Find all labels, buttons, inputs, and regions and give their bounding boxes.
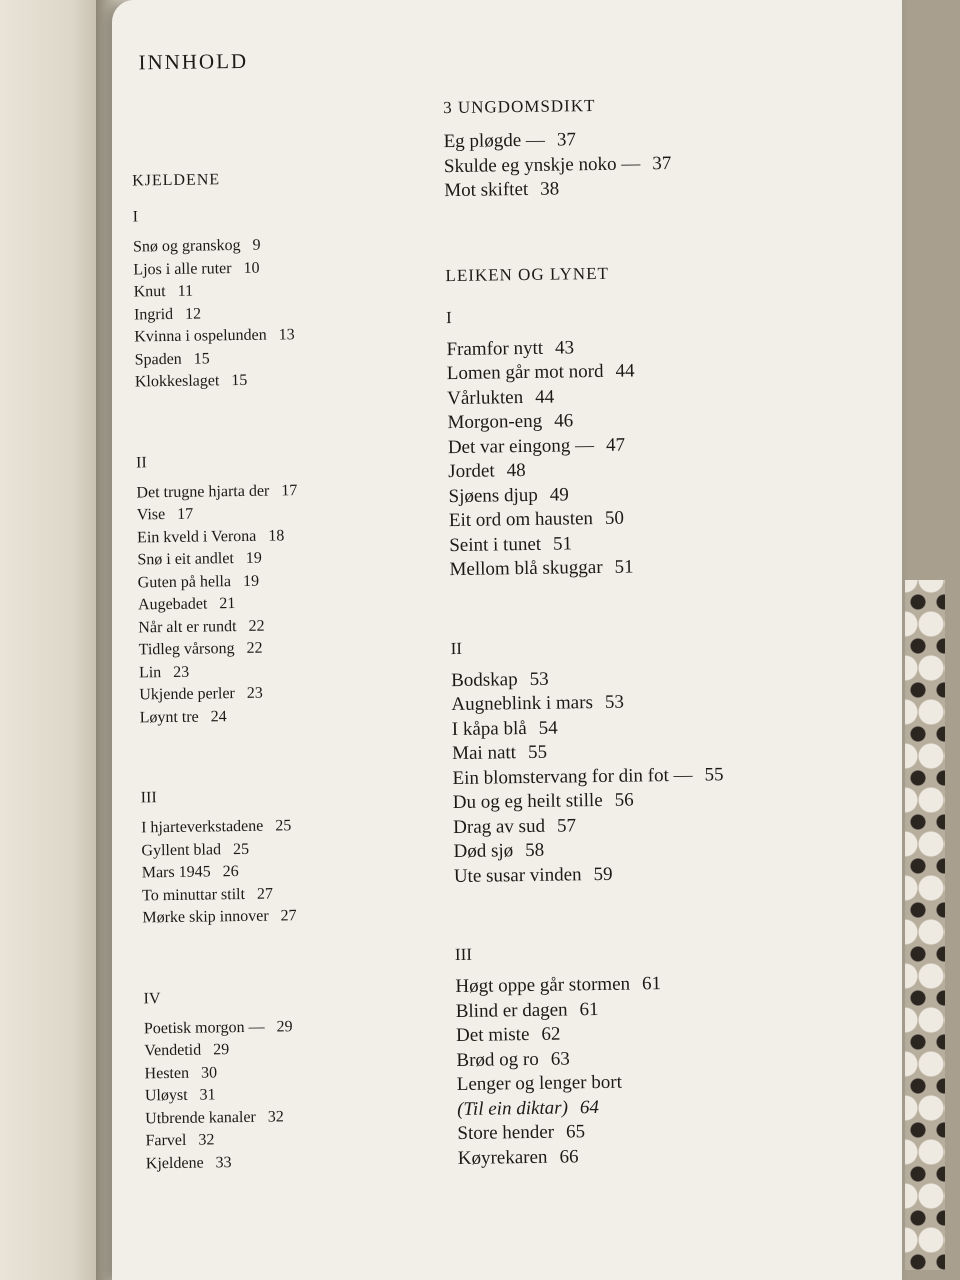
entry-page-number: 26 <box>222 863 239 881</box>
entry-page-number: 51 <box>614 556 634 578</box>
entry-title: Augebadet <box>137 595 208 614</box>
entry-title: (Til ein diktar) <box>456 1096 569 1120</box>
entry-title: I kåpa blå <box>451 717 527 740</box>
entry-page-number: 57 <box>556 814 577 837</box>
entry-title: Løynt tre <box>139 708 199 726</box>
entry-title: Eg pløgde — <box>443 129 546 153</box>
entry-title: Utbrende kanaler <box>145 1108 256 1127</box>
entry-title: Køyrekaren <box>457 1146 548 1169</box>
entry-page-number: 38 <box>540 178 560 200</box>
entry-page-number: 53 <box>604 691 625 713</box>
entry-page-number: 15 <box>231 371 248 390</box>
entry-page-number: 65 <box>565 1121 586 1143</box>
entry-title: Mai natt <box>452 742 517 765</box>
entry-page-number: 12 <box>184 305 202 323</box>
entry-page-number: 27 <box>256 885 274 903</box>
entry-title: Høgt oppe går stormen <box>455 973 631 998</box>
entry-page-number: 66 <box>559 1145 579 1168</box>
entry-title: Kvinna i ospelunden <box>134 326 267 346</box>
group-numeral: II <box>450 638 463 658</box>
entry-page-number: 22 <box>248 617 265 635</box>
entry-page-number: 32 <box>267 1107 284 1126</box>
entry-title: Brød og ro <box>456 1048 539 1071</box>
contents-page <box>112 0 902 1280</box>
entry-page-number: 22 <box>246 639 263 657</box>
entry-title: Det trugne hjarta der <box>136 482 270 501</box>
entry-page-number: 17 <box>281 481 298 499</box>
entry-page-number: 51 <box>552 532 573 555</box>
entry-page-number: 17 <box>177 505 194 523</box>
entry-title: Du og eg heilt stille <box>452 789 603 814</box>
entry-title: Når alt er rundt <box>138 617 237 636</box>
entry-page-number: 33 <box>215 1153 232 1171</box>
entry-page-number: 32 <box>198 1131 215 1149</box>
entry-title: Augneblink i mars <box>451 692 594 716</box>
entry-page-number: 19 <box>245 549 262 567</box>
entry-title: Ljos i alle ruter <box>133 259 232 278</box>
entry-title: Kjeldene <box>145 1154 204 1172</box>
entry-page-number: 23 <box>246 684 263 702</box>
entry-page-number: 55 <box>527 741 548 763</box>
entry-page-number: 9 <box>252 236 261 254</box>
entry-page-number: 54 <box>538 717 558 739</box>
entry-title: Poetisk morgon — <box>143 1018 265 1037</box>
entry-title: Knut <box>133 283 166 301</box>
entry-title: Tidleg vårsong <box>138 640 235 659</box>
entry-title: Vårlukten <box>447 386 524 409</box>
entry-page-number: 18 <box>268 526 285 545</box>
entry-title: Gyllent blad <box>141 840 222 859</box>
entry-title: Sjøens djup <box>448 484 538 507</box>
page-title: INNHOLD <box>138 48 249 75</box>
entry-page-number: 31 <box>199 1086 216 1104</box>
entry-title: Det var eingong — <box>447 434 595 458</box>
entry-title: Ein kveld i Verona <box>136 527 257 546</box>
entry-title: Lomen går mot nord <box>446 360 604 385</box>
entry-title: Klokkeslaget <box>134 372 220 391</box>
left-column <box>132 168 466 1175</box>
entry-title: Framfor nytt <box>446 337 544 360</box>
entry-page-number: 15 <box>193 349 210 368</box>
entry-title: To minuttar stilt <box>141 885 246 904</box>
entry-title: Lin <box>138 663 162 681</box>
entry-title: Morgon-eng <box>447 410 543 434</box>
entry-page-number: 13 <box>278 326 295 344</box>
entry-title: Snø og granskog <box>132 236 241 256</box>
entry-page-number: 59 <box>593 863 613 885</box>
entry-title: Blind er dagen <box>455 998 568 1022</box>
section-title-ungdomsdikt: 3 UNGDOMSDIKT <box>443 95 596 118</box>
entry-page-number: 37 <box>652 152 672 174</box>
entry-title: Mot skiftet <box>444 178 529 202</box>
entry-page-number: 37 <box>556 129 577 151</box>
entry-title: I hjarteverkstadene <box>141 817 264 837</box>
entry-title: Skulde eg ynskje noko — <box>443 152 641 177</box>
entry-title: Død sjø <box>453 840 514 863</box>
entry-page-number: 44 <box>615 360 635 382</box>
entry-page-number: 56 <box>614 789 634 811</box>
entry-title: Lenger og lenger bort <box>456 1071 623 1096</box>
group-numeral: III <box>140 789 157 807</box>
entry-title: Vendetid <box>144 1041 202 1060</box>
entry-page-number: 55 <box>704 763 724 786</box>
entry-page-number: 10 <box>243 259 260 277</box>
entry-page-number: 46 <box>554 410 574 432</box>
group-numeral: IV <box>143 989 161 1007</box>
entry-page-number: 25 <box>232 840 250 858</box>
entry-title: Mellom blå skuggar <box>449 556 603 581</box>
entry-page-number: 47 <box>605 434 626 456</box>
entry-page-number: 61 <box>641 973 662 995</box>
entry-page-number: 49 <box>549 483 569 506</box>
entry-title: Mars 1945 <box>141 863 211 882</box>
entry-page-number: 61 <box>579 998 599 1020</box>
entry-page-number: 25 <box>275 817 292 835</box>
entry-title: Ukjende perler <box>139 685 235 704</box>
entry-page-number: 21 <box>219 595 236 613</box>
entry-title: Jordet <box>448 460 495 483</box>
entry-page-number: 64 <box>579 1096 600 1118</box>
entry-title: Det miste <box>455 1024 530 1047</box>
right-column <box>443 92 898 1171</box>
group-numeral: II <box>135 453 147 471</box>
entry-title: Hesten <box>144 1064 190 1082</box>
entry-title: Uløyst <box>144 1086 188 1105</box>
entry-title: Farvel <box>145 1131 187 1150</box>
entry-title: Seint i tunet <box>449 533 542 556</box>
ungdomsdikt-list <box>443 124 884 204</box>
entry-page-number: 29 <box>213 1041 230 1059</box>
entry-page-number: 63 <box>550 1047 570 1070</box>
entry-page-number: 48 <box>506 460 526 482</box>
entry-page-number: 23 <box>173 663 190 681</box>
entry-title: Snø i eit andlet <box>137 550 234 569</box>
group-numeral: III <box>454 944 473 965</box>
entry-title: Guten på hella <box>137 572 232 591</box>
entry-title: Store hender <box>457 1121 555 1145</box>
entry-page-number: 30 <box>200 1063 218 1082</box>
entry-page-number: 50 <box>604 507 625 529</box>
entry-page-number: 24 <box>210 707 227 725</box>
section-title-kjeldene: KJELDENE <box>132 171 221 190</box>
entry-page-number: 43 <box>554 336 575 359</box>
entry-page-number: 62 <box>541 1023 561 1045</box>
entry-title: Ein blomstervang for din fot — <box>452 764 693 789</box>
entry-title: Bodskap <box>450 668 518 691</box>
entry-page-number: 53 <box>529 668 549 690</box>
entry-page-number: 11 <box>177 282 194 300</box>
toc-entry <box>146 1148 466 1175</box>
group-numeral: I <box>132 208 139 226</box>
entry-page-number: 44 <box>535 386 555 408</box>
entry-title: Drag av sud <box>453 815 546 838</box>
entry-page-number: 58 <box>525 839 545 862</box>
entry-title: Mørke skip innover <box>142 907 269 927</box>
patterned-cloth <box>905 580 945 1270</box>
entry-page-number: 29 <box>276 1017 293 1036</box>
entry-page-number: 27 <box>280 907 297 925</box>
entry-title: Spaden <box>134 350 182 368</box>
section-title-leiken: LEIKEN OG LYNET <box>445 263 610 285</box>
entry-title: Eit ord om hausten <box>448 508 594 532</box>
entry-title: Vise <box>136 506 166 524</box>
entry-title: Ingrid <box>133 305 174 323</box>
entry-title: Ute susar vinden <box>453 863 582 887</box>
entry-page-number: 19 <box>242 572 260 590</box>
group-numeral: I <box>445 307 452 327</box>
